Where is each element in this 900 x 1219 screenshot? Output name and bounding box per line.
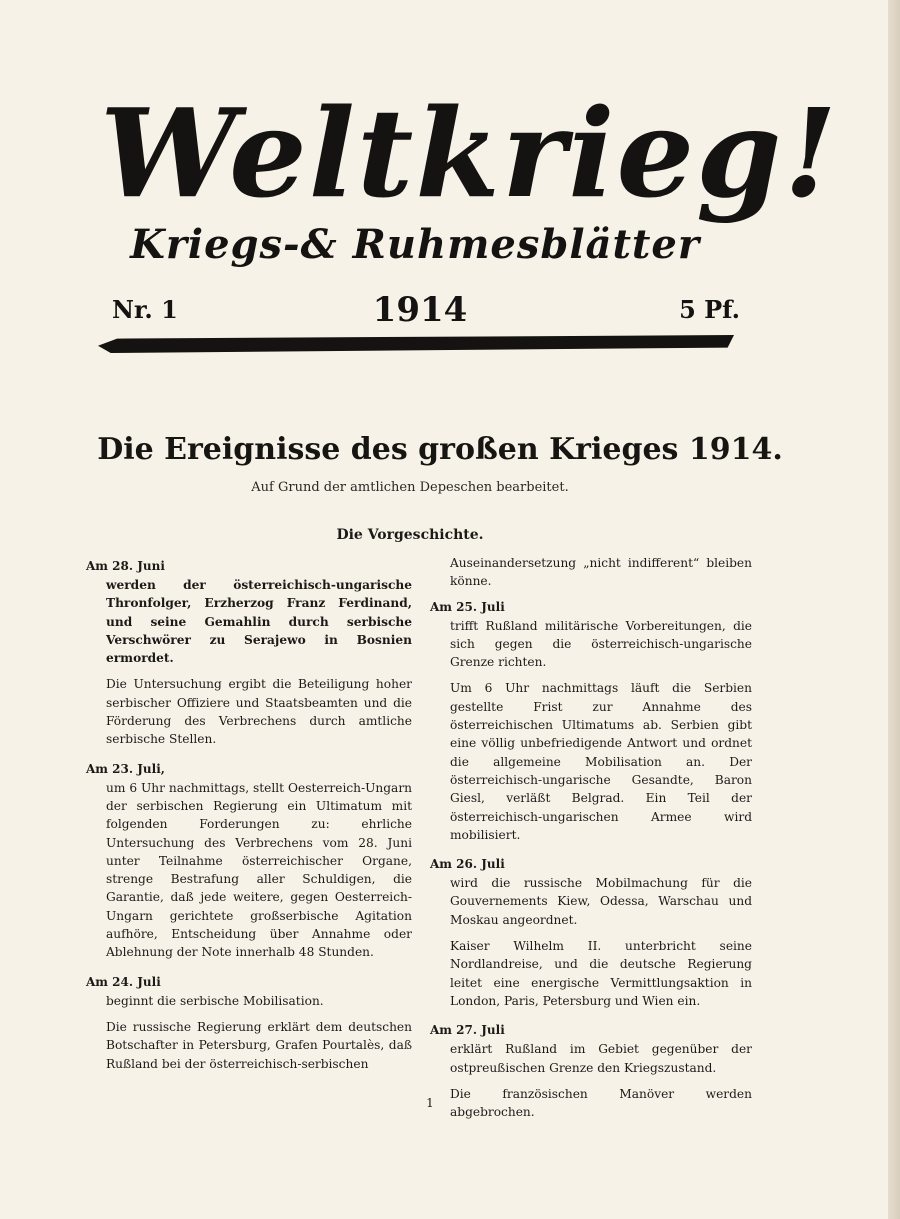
entry-june-28	[86, 556, 412, 749]
issue-price: 5 Pf.	[679, 295, 740, 324]
entry-date: Am 28. Juni	[86, 559, 165, 573]
masthead-title: Weltkrieg!	[100, 81, 840, 225]
left-column	[86, 556, 412, 1083]
entry-date: Am 27. Juli	[430, 1023, 505, 1038]
entry-text: Um 6 Uhr nachmittags läuft die Serbien gestellte Frist zur Annahme des österreichischen Ultimatums ab. Serbien gibt eine völlig unbefriedigende Antwort und ordnet die allgemeine Mobilisation an. Der österreichisch-ungarische Gesandte, Baron Giesl, verläßt Belgrad. Ein Teil der österreichisch-ungarischen Armee wird mobilisiert.	[450, 681, 752, 842]
entry-text: Die Untersuchung ergibt die Beteiligung hoher serbischer Offiziere und Staatsbeamten und die Förderung des Verbrechens durch amtliche serbische Stellen.	[106, 677, 412, 747]
headline: Die Ereignisse des großen Krieges 1914.	[97, 432, 783, 467]
entry-text: Die russische Regierung erklärt dem deutschen Botschafter in Petersburg, Grafen Pourtalès, daß Rußland bei der österreichisch-serbischen	[106, 1019, 412, 1071]
entry-text: erklärt Rußland im Gebiet gegenüber der ostpreußischen Grenze den Kriegszustand.	[450, 1042, 752, 1075]
page-number: 1	[426, 1096, 434, 1110]
entry-text: Kaiser Wilhelm II. unterbricht seine Nordlandreise, und die deutsche Regierung leitet eine energische Vermittlungsaktion in London, Paris, Petersburg und Wien ein.	[450, 939, 752, 1008]
entry-july-25	[430, 597, 752, 845]
page-edge	[888, 0, 900, 1219]
entry-july-23	[86, 759, 412, 962]
issue-number: Nr. 1	[112, 295, 178, 324]
entry-date: Am 23. Juli,	[86, 761, 165, 776]
masthead-rule	[98, 335, 734, 353]
entry-july-24	[86, 972, 412, 1073]
right-column	[430, 554, 752, 1131]
section-title: Die Vorgeschichte.	[336, 527, 484, 543]
entry-text: wird die russische Mobilmachung für die Gouvernements Kiew, Odessa, Warschau und Moskau angeordnet.	[450, 876, 752, 927]
entry-date: Am 24. Juli	[86, 974, 161, 989]
entry-july-27	[430, 1020, 752, 1121]
entry-date: Am 25. Juli	[430, 599, 505, 614]
entry-text: Auseinandersetzung „nicht indifferent“ bleiben könne.	[450, 556, 752, 589]
masthead-subtitle: Kriegs-& Ruhmesblätter	[130, 221, 700, 268]
entry-text: Die französischen Manöver werden abgebrochen.	[450, 1086, 752, 1120]
entry-july-26	[430, 854, 752, 1010]
entry-text: beginnt die serbische Mobilisation.	[106, 993, 324, 1008]
entry-text: um 6 Uhr nachmittags, stellt Oesterreich-Ungarn der serbischen Regierung ein Ultimatum mit folgenden Forderungen zu: ehrliche Untersuchung des Verbrechens vom 28. Juni unter Teilnahme österreichischer Organe, strenge Bestrafung aller Schuldigen, die Garantie, daß jede weitere, gegen Oesterreich-Ungarn gerichtete großserbische Agitation aufhöre, Entscheidung über Annahme oder Ablehnung der Note innerhalb 48 Stunden.	[106, 780, 412, 960]
entry-text: trifft Rußland militärische Vorbereitungen, die sich gegen die österreichisch-ungarische Grenze richten.	[450, 618, 752, 670]
subheadline: Auf Grund der amtlichen Depeschen bearbeitet.	[251, 480, 569, 495]
issue-year: 1914	[372, 290, 468, 330]
entry-text: werden der österreichisch-ungarische Thronfolger, Erzherzog Franz Ferdinand, und seine Gemahlin durch serbische Verschwörer zu Serajewo in Bosnien ermordet.	[106, 578, 412, 666]
entry-date: Am 26. Juli	[430, 857, 505, 872]
